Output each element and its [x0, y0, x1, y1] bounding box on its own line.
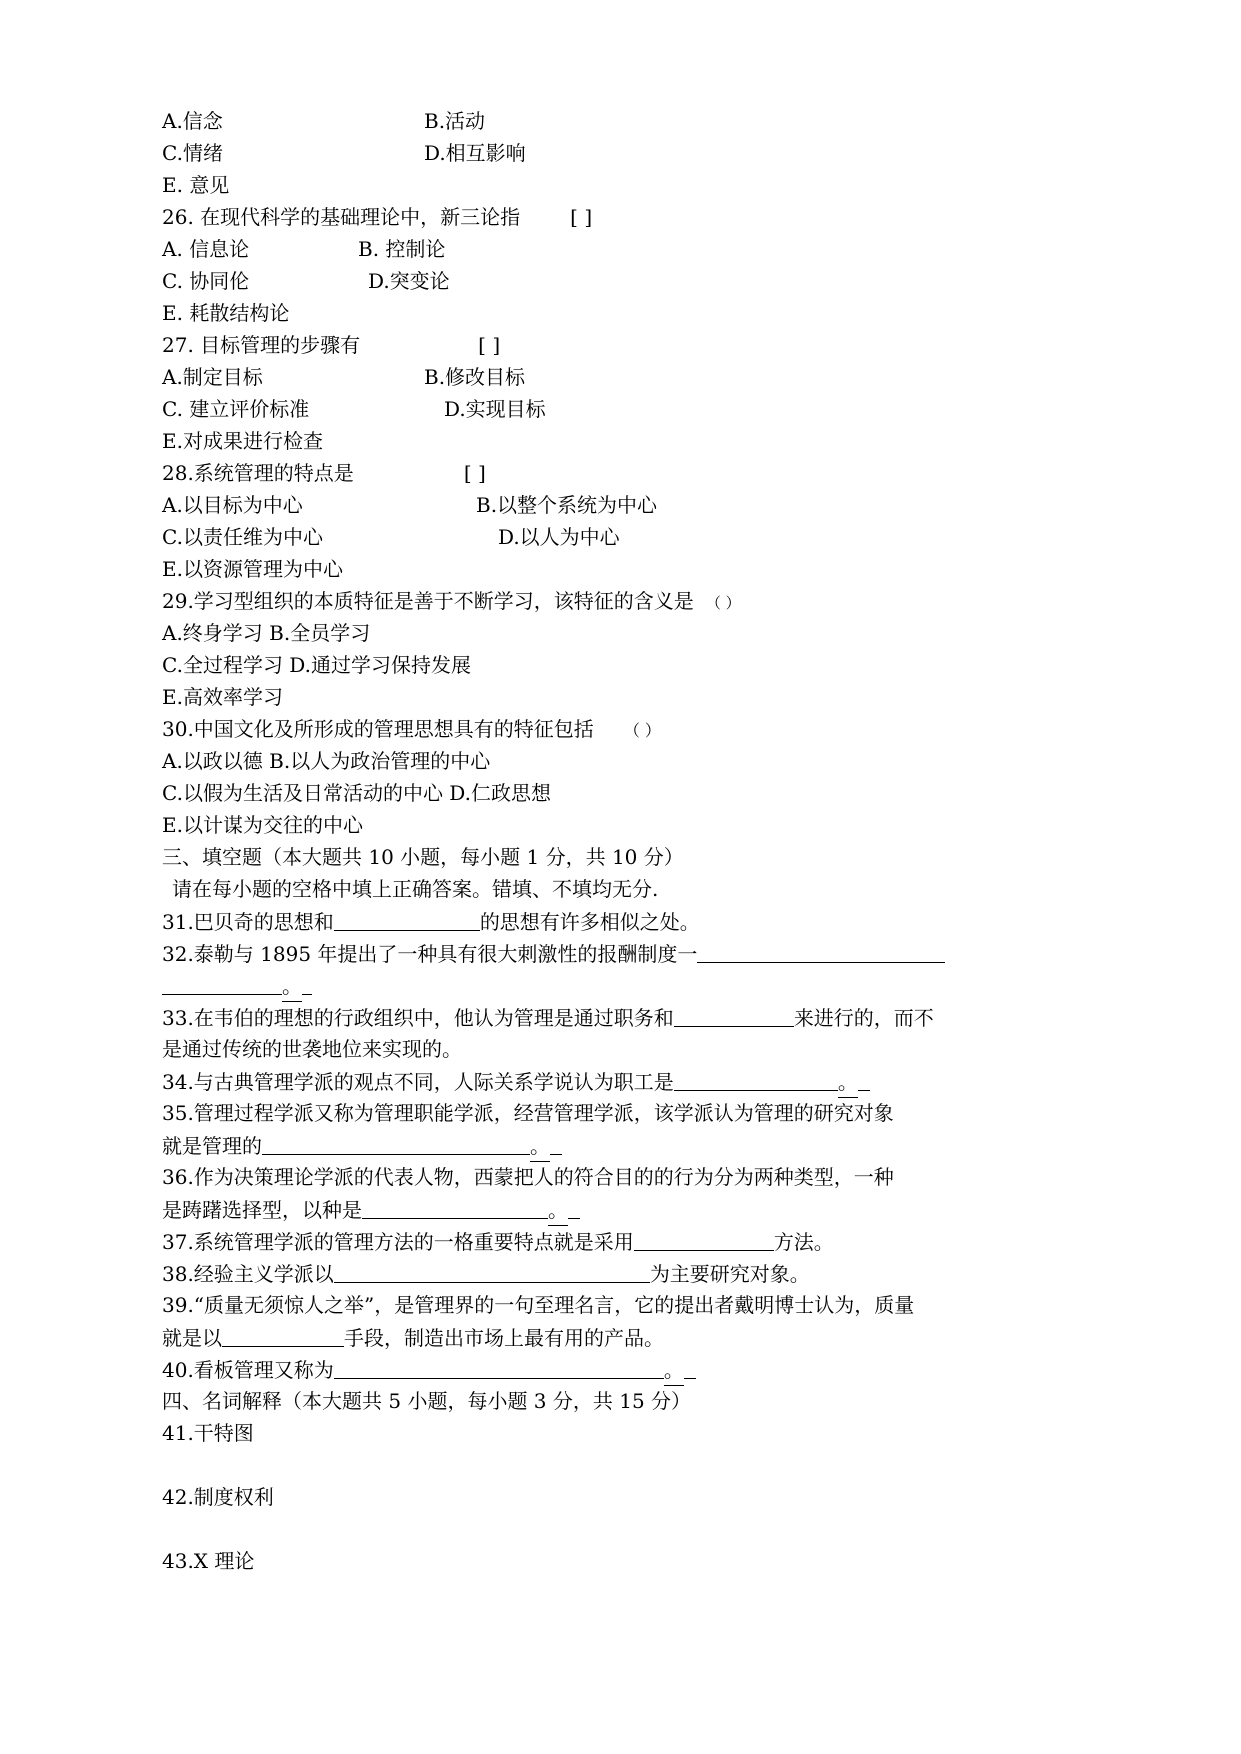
option-e: E.高效率学习: [162, 685, 283, 709]
answer-blank: [568, 1196, 580, 1219]
option-d: D.相互影响: [424, 141, 526, 165]
period: 。: [282, 971, 302, 1002]
option-row: [162, 106, 485, 136]
question-37: [162, 1226, 834, 1257]
question-34: [162, 1066, 870, 1098]
question-text: 27. 目标管理的步骤有: [162, 333, 361, 357]
question-43: 43.X 理论: [162, 1549, 255, 1573]
option-e: E.对成果进行检查: [162, 429, 323, 453]
answer-blank: [674, 1004, 794, 1027]
option-a: A.以目标为中心: [162, 493, 303, 517]
answer-bracket: （ ）: [623, 721, 661, 740]
question-40: [162, 1354, 696, 1386]
option-d: D.以人为中心: [498, 525, 620, 549]
question-39: 39.“质量无须惊人之举”，是管理界的一句至理名言，它的提出者戴明博士认为，质量: [162, 1293, 915, 1317]
option-a: A. 信息论: [162, 237, 250, 261]
option-a: A.信念: [162, 109, 223, 133]
question-41: 41.干特图: [162, 1421, 254, 1445]
question-text: 26. 在现代科学的基础理论中，新三论指: [162, 205, 521, 229]
answer-blank: [162, 972, 282, 995]
question-30: [162, 714, 661, 746]
option-b: B.以整个系统为中心: [476, 493, 658, 517]
question-text: 就是以: [162, 1326, 222, 1350]
question-36-continued: [162, 1194, 580, 1226]
question-text: 29.学习型组织的本质特征是善于不断学习，该特征的含义是: [162, 589, 694, 613]
question-text: 30.中国文化及所形成的管理思想具有的特征包括: [162, 717, 594, 741]
question-text: 是踌躇选择型，以种是: [162, 1198, 362, 1222]
option-b: B.活动: [424, 109, 486, 133]
question-26: [162, 202, 592, 232]
answer-blank: [362, 1196, 548, 1219]
answer-bracket: [ ]: [463, 461, 486, 485]
option-c: C.情绪: [162, 141, 223, 165]
answer-bracket: [ ]: [478, 333, 501, 357]
question-text: 33.在韦伯的理想的行政组织中，他认为管理是通过职务和: [162, 1006, 674, 1030]
question-38: [162, 1258, 810, 1289]
period: 。: [838, 1067, 858, 1098]
question-29: [162, 586, 741, 618]
option-a: A.制定目标: [162, 365, 263, 389]
answer-blank: [334, 1356, 664, 1379]
answer-blank: [222, 1324, 344, 1347]
option-row: [162, 266, 450, 296]
question-text: 37.系统管理学派的管理方法的一格重要特点就是采用: [162, 1230, 634, 1254]
answer-blank: [302, 972, 312, 995]
answer-blank: [550, 1132, 562, 1155]
option-e: E.以资源管理为中心: [162, 557, 343, 581]
question-33-continued: 是通过传统的世袭地位来实现的。: [162, 1037, 462, 1061]
question-text: 为主要研究对象。: [649, 1262, 810, 1286]
question-35-continued: [162, 1130, 562, 1162]
option-row: [162, 138, 526, 168]
answer-blank: [634, 1228, 774, 1251]
option-e: E. 意见: [162, 173, 230, 197]
question-text: 手段，制造出市场上最有用的产品。: [344, 1326, 664, 1350]
option-e: E.以计谋为交往的中心: [162, 813, 363, 837]
option-row: C.以假为生活及日常活动的中心 D.仁政思想: [162, 781, 551, 805]
period: 。: [530, 1131, 550, 1162]
option-e: E. 耗散结构论: [162, 301, 290, 325]
option-row: A.终身学习 B.全员学习: [162, 621, 371, 645]
option-row: [162, 394, 546, 424]
question-text: 方法。: [773, 1230, 834, 1254]
question-text: 28.系统管理的特点是: [162, 461, 354, 485]
question-36: 36.作为决策理论学派的代表人物，西蒙把人的符合目的的行为分为两种类型，一种: [162, 1165, 894, 1189]
question-text: 34.与古典管理学派的观点不同，人际关系学说认为职工是: [162, 1070, 674, 1094]
answer-blank: [697, 940, 945, 963]
option-row: A.以政以德 B.以人为政治管理的中心: [162, 749, 491, 773]
option-row: [162, 234, 445, 264]
question-text: 31.巴贝奇的思想和: [162, 910, 334, 934]
option-d: D.实现目标: [444, 397, 546, 421]
question-text: 32.泰勒与 1895 年提出了一种具有很大刺激性的报酬制度一: [162, 942, 698, 966]
question-32: [162, 938, 945, 969]
option-row: [162, 362, 525, 392]
question-27: [162, 330, 500, 360]
question-text: 来进行的，而不: [793, 1006, 934, 1030]
answer-blank: [684, 1356, 696, 1379]
section-instruction: 请在每小题的空格中填上正确答案。错填、不填均无分.: [172, 877, 659, 901]
option-c: C. 协同伦: [162, 269, 250, 293]
question-32-continued: [162, 970, 312, 1002]
question-31: [162, 906, 700, 937]
option-b: B. 控制论: [358, 237, 446, 261]
option-row: [162, 490, 657, 520]
answer-bracket: [ ]: [570, 205, 593, 229]
option-row: [162, 522, 620, 552]
option-b: B.修改目标: [424, 365, 526, 389]
question-39-continued: [162, 1322, 664, 1353]
question-text: 的思想有许多相似之处。: [479, 910, 700, 934]
period: 。: [548, 1195, 568, 1226]
option-c: C. 建立评价标准: [162, 397, 310, 421]
answer-blank: [334, 908, 480, 931]
question-text: 38.经验主义学派以: [162, 1262, 334, 1286]
option-row: C.全过程学习 D.通过学习保持发展: [162, 653, 471, 677]
section-heading: 四、名词解释（本大题共 5 小题，每小题 3 分，共 15 分）: [162, 1389, 692, 1413]
answer-blank: [858, 1068, 870, 1091]
answer-blank: [334, 1260, 650, 1283]
answer-blank: [262, 1132, 530, 1155]
option-d: D.突变论: [368, 269, 450, 293]
period: 。: [664, 1355, 684, 1386]
question-text: 40.看板管理又称为: [162, 1358, 334, 1382]
question-35: 35.管理过程学派又称为管理职能学派，经营管理学派，该学派认为管理的研究对象: [162, 1101, 894, 1125]
option-c: C.以责任维为中心: [162, 525, 323, 549]
question-text: 就是管理的: [162, 1134, 262, 1158]
answer-bracket: （ ）: [705, 594, 741, 612]
question-42: 42.制度权利: [162, 1485, 274, 1509]
question-33: [162, 1002, 934, 1033]
question-28: [162, 458, 486, 488]
section-heading: 三、填空题（本大题共 10 小题，每小题 1 分，共 10 分）: [162, 845, 684, 869]
answer-blank: [674, 1068, 838, 1091]
